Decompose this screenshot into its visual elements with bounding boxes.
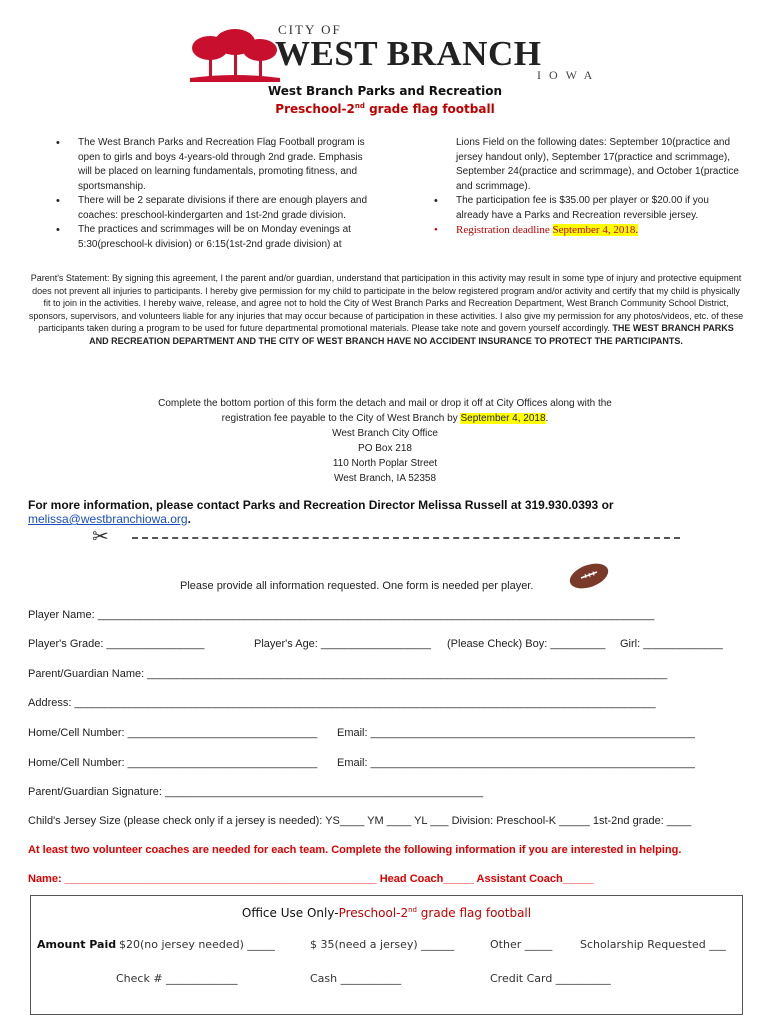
credit-card-field[interactable]: Credit Card __________: [490, 972, 611, 985]
parent-name-field[interactable]: Parent/Guardian Name: _____________________________________________________________________________________: [28, 668, 668, 680]
logo-state: IOWA: [537, 68, 601, 82]
address-field[interactable]: Address: _______________________________________________________________________________________________: [28, 697, 656, 709]
info-bullets-left: [56, 136, 368, 252]
bullet-program: • The West Branch Parks and Recreation Flag Football program is open to girls and boys 4-years-old through 2nd grade. Emphasis will be placed on learning fundamentals, promoting fitness, and sportsmanship.: [56, 136, 368, 194]
program-title: Preschool-2nd grade flag football: [275, 102, 495, 116]
info-bullets-right: [434, 136, 744, 238]
city-state-zip: West Branch, IA 52358: [333, 473, 437, 484]
tree-logo-icon: [190, 28, 280, 82]
coach-volunteer-field[interactable]: Name: ___________________________________________________ Head Coach_____ Assistant Coach_____: [28, 873, 594, 885]
player-name-field[interactable]: Player Name: ___________________________________________________________________________________________: [28, 609, 655, 621]
office-use-box: [30, 895, 743, 1015]
girl-check-field[interactable]: Girl: _____________: [620, 638, 723, 650]
office-use-title: Office Use Only-Preschool-2nd grade flag football: [241, 906, 532, 920]
parent-statement: Parent's Statement: By signing this agreement, I the parent and/or guardian, understand that participation in this activity may result in some type of injury and protective equipment does not prevent all injuries to participants. I hereby give permission for my child to participate in the below registered program and/or activity and certify that my child is physically fit to join in the activities. I hereby waive, release, and agree not to hold the City of West Branch Parks and Recreation Department, West Branch Community School District, sponsors, supervisors, and volunteers liable for any injuries that may occur because of participation in these activities. I also give my permission for any photos/videos, etc. of these participants taken during a program to be used for future departmental promotional materials. Please take note and govern yourself accordingly. THE WEST BRANCH PARKS AND RECREATION DEPARTMENT AND THE CITY OF WEST BRANCH HAVE NO ACCIDENT INSURANCE TO PROTECT THE PARTICIPANTS.: [28, 273, 744, 346]
cut-line: [132, 537, 680, 539]
org-title: West Branch Parks and Recreation: [267, 84, 503, 98]
po-box: PO Box 218: [358, 443, 412, 454]
home-cell-field-2[interactable]: Home/Cell Number: _______________________________: [28, 757, 318, 769]
volunteer-notice: At least two volunteer coaches are needed for each team. Complete the following information if you are interested in helping.: [28, 844, 682, 856]
street-address: 110 North Poplar Street: [332, 458, 438, 469]
email-field-2[interactable]: Email: _____________________________________________________: [337, 757, 695, 769]
fee-no-jersey-field[interactable]: $20(no jersey needed) _____: [119, 938, 275, 951]
cash-field[interactable]: Cash ___________: [310, 972, 402, 985]
contact-info: For more information, please contact Parks and Recreation Director Melissa Russell at 319.930.0393 or melissa@westbranchiowa.org.: [28, 498, 614, 526]
football-icon: [566, 562, 612, 590]
bullet-divisions: • There will be 2 separate divisions if there are enough players and coaches: preschool-kindergarten and 1st-2nd grade division.: [56, 194, 368, 223]
bullet-practices: • The practices and scrimmages will be on Monday evenings at 5:30(preschool-k division) or 6:15(1st-2nd grade division) at: [56, 223, 368, 252]
logo-city-of: CITY OF: [278, 22, 342, 37]
logo-city-name: WEST BRANCH: [275, 34, 542, 73]
fee-with-jersey-field[interactable]: $ 35(need a jersey) ______: [310, 938, 455, 951]
scissors-icon: ✂: [92, 526, 109, 548]
bullet-dates: Lions Field on the following dates: September 10(practice and jersey handout only), September 17(practice and scrimmage), September 24(practice and scrimmage), and October 1(practice and scrimmage).: [456, 137, 739, 192]
amount-paid-label: Amount Paid: [37, 938, 117, 951]
fee-other-field[interactable]: Other _____: [490, 938, 553, 951]
email-field-1[interactable]: Email: _____________________________________________________: [337, 727, 695, 739]
home-cell-field-1[interactable]: Home/Cell Number: _______________________________: [28, 727, 318, 739]
office-name: West Branch City Office: [332, 428, 438, 439]
email-link[interactable]: melissa@westbranchiowa.org: [28, 512, 188, 526]
scholarship-field[interactable]: Scholarship Requested ___: [580, 938, 726, 951]
signature-field[interactable]: Parent/Guardian Signature: ____________________________________________________: [28, 786, 484, 798]
bullet-deadline: • Registration deadline September 4, 2018.: [434, 223, 744, 238]
bullet-fee: • The participation fee is $35.00 per player or $20.00 if you already have a Parks and Recreation reversible jersey.: [434, 194, 744, 223]
city-logo: [190, 22, 630, 84]
form-intro: Please provide all information requested. One form is needed per player.: [180, 580, 534, 592]
player-grade-field[interactable]: Player's Grade: ________________: [28, 638, 205, 650]
player-age-field[interactable]: Player's Age: __________________: [254, 638, 432, 650]
jersey-size-field[interactable]: Child's Jersey Size (please check only if a jersey is needed): YS____ YM ____ YL ___ Division: Preschool-K _____ 1st-2nd grade: ____: [28, 815, 692, 827]
check-number-field[interactable]: Check # _____________: [116, 972, 238, 985]
boy-check-field[interactable]: (Please Check) Boy: _________: [447, 638, 606, 650]
mailing-instructions: Complete the bottom portion of this form the detach and mail or drop it off at City Offices along with the registration fee payable to the City of West Branch by September 4, 2018. West Branch City Office PO Box 218 110 North Poplar Street West Branch, IA 52358: [0, 396, 770, 486]
